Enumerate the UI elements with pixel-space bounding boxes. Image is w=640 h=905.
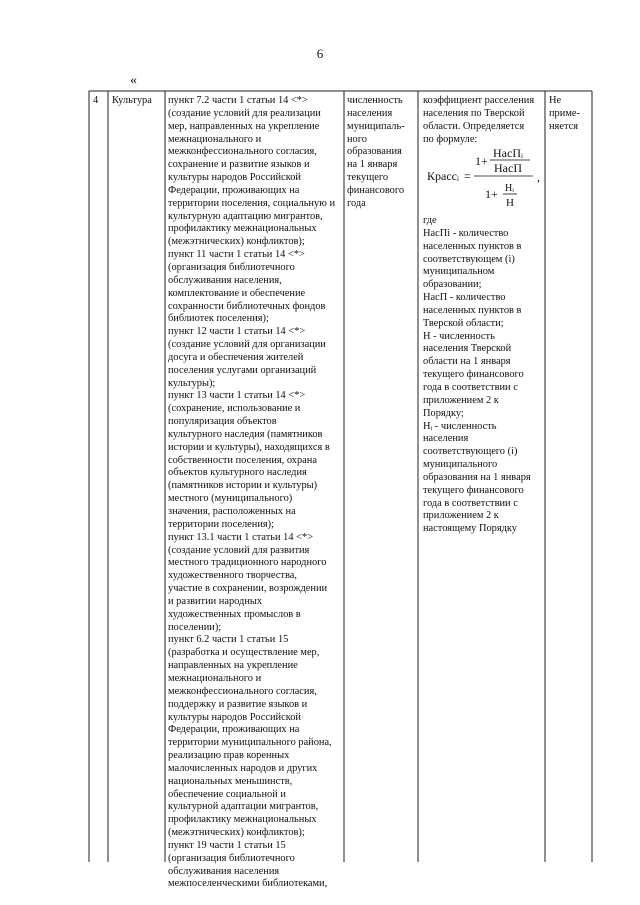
indicator-text: численность населения муниципаль- ного образования на 1 января текущего финансового года <box>347 95 405 209</box>
coefficient-formula <box>427 145 547 213</box>
coefficient-legend: где НасПi - количество населенных пунктов в соответствующем (i) муниципальном образовании; НасП - количество населенных пунктов в Тверской области; Н - численность населения Тверской области на 1 января текущего финансового года в соответствии с приложением 2 к Порядку; Нᵢ - численность населения соответствующего (i) муниципального образования на 1 января текущего финансового года в соответствии с приложением 2 к настоящему Порядку <box>423 215 531 535</box>
page-number: 6 <box>316 46 324 61</box>
formula-one-top: 1+ <box>475 154 488 168</box>
formula-eq: = <box>464 169 471 183</box>
formula-comma: , <box>537 170 540 184</box>
formula-lhs: Крассᵢ <box>427 169 459 183</box>
formula-bottom-num: Hᵢ <box>505 183 514 194</box>
opening-quote: « <box>130 73 137 88</box>
formula-one-bottom: 1+ <box>485 187 498 201</box>
coefficient-intro: коэффициент расселения населения по Тверской области. Определяется по формуле: <box>423 95 535 145</box>
last-column-text: Не приме- няется <box>549 95 580 132</box>
row-number: 4 <box>93 95 99 106</box>
legal-basis-text: пункт 7.2 части 1 статьи 14 <*> (создание условий для реализации мер, направленных на укрепление межнационального и межконфессионального согласия, сохранение и развитие языков и культуры народов Российской Федерации, проживающих на территории поселения, социальную и культурную адаптацию мигрантов, профилактику межнациональных (межэтнических) конфликтов); пункт 11 части 1 статьи 14 <*> (организация библиотечного обслуживания населения, комплектование и обеспечение сохранности библиотечных фондов библиотек поселения); пункт 12 части 1 статьи 14 <*> (создание условий для организации досуга и обеспечения жителей поселения услугами организаций культуры); пункт 13 части 1 статьи 14 <*> (сохранение, использование и популяризация объектов культурного наследия (памятников истории и культуры), находящихся в собственности поселения, охрана объектов культурного наследия (памятников истории и культуры) местного (муниципального) значения, расположенных на территории поселения); пункт 13.1 части 1 статьи 14 <*> (создание условий для развития местного традиционного народного художественного творчества, участие в сохранении, возрождении и развитии народных художественных промыслов в поселении); пункт 6.2 части 1 статьи 15 (разработка и осуществление мер, направленных на укрепление межнационального и межконфессионального согласия, поддержку и развитие языков и культуры народов Российской Федерации, проживающих на территории муниципального района, реализацию прав коренных малочисленных народов и других национальных меньшинств, обеспечение социальной и культурной адаптации мигрантов, профилактику межнациональных (межэтнических) конфликтов); пункт 19 части 1 статьи 15 (организация библиотечного обслуживания населения межпоселенческими библиотеками, <box>168 95 336 890</box>
formula-top-den: НасП <box>494 161 522 175</box>
formula-top-num: НасПᵢ <box>493 146 523 160</box>
formula-bottom-den: H <box>506 197 514 209</box>
row-name: Культура <box>112 95 152 106</box>
